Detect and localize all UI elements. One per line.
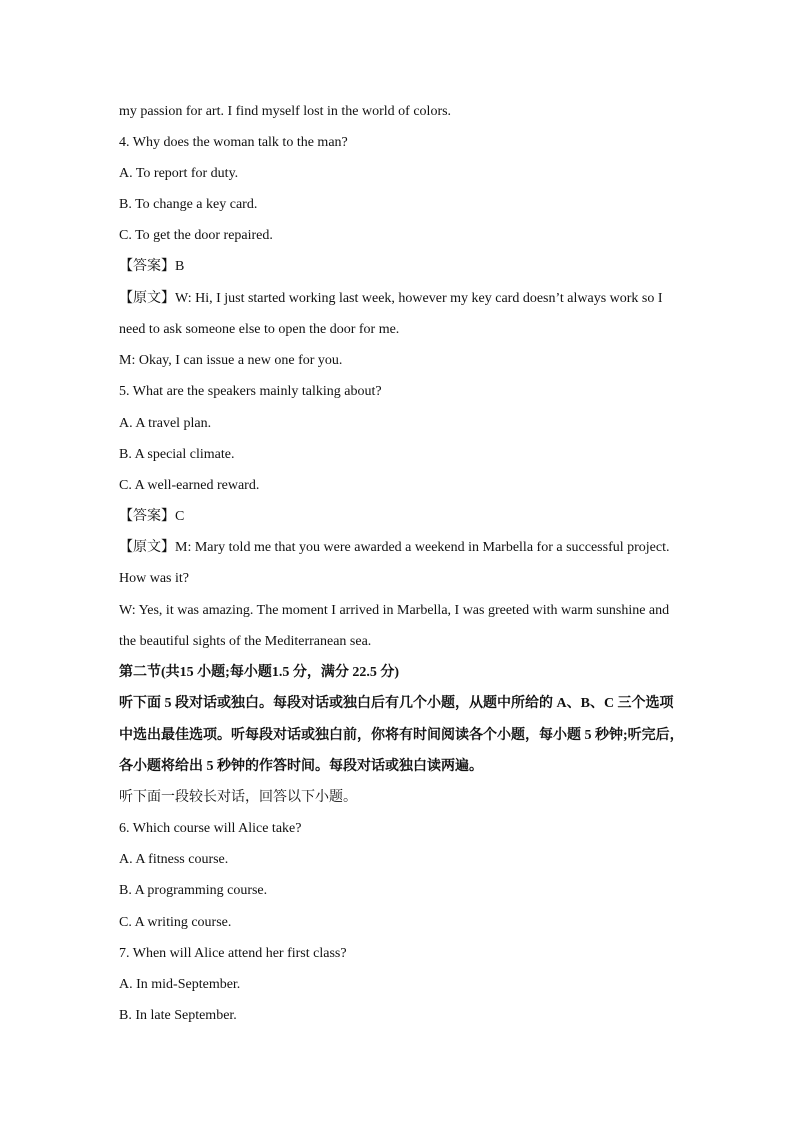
option-c: C. A well-earned reward. [119, 478, 260, 493]
option-a: A. In mid-September. [119, 977, 241, 992]
transcript-line: the beautiful sights of the Mediterranean sea. [119, 634, 372, 649]
section-heading: 第二节(共15 小题;每小题1.5 分，满分 22.5 分) [119, 665, 399, 680]
instructions-line: 听下面 5 段对话或独白。每段对话或独白后有几个小题，从题中所给的 A、B、C 三个选项 [119, 696, 674, 711]
option-c: C. A writing course. [119, 915, 232, 930]
text-line: my passion for art. I find myself lost in the world of colors. [119, 104, 452, 119]
transcript-line: 【原文】W: Hi, I just started working last week, however my key card doesn’t always work so I [119, 291, 663, 306]
option-b: B. A programming course. [119, 883, 268, 898]
transcript-line: M: Okay, I can issue a new one for you. [119, 353, 343, 368]
transcript-line: 【原文】M: Mary told me that you were awarded a weekend in Marbella for a successful project. [119, 540, 670, 555]
option-b: B. To change a key card. [119, 197, 258, 212]
option-b: B. In late September. [119, 1008, 237, 1023]
question-4: 4. Why does the woman talk to the man? [119, 135, 348, 150]
question-7: 7. When will Alice attend her first class? [119, 946, 347, 961]
option-a: A. A travel plan. [119, 416, 212, 431]
dialogue-intro: 听下面一段较长对话，回答以下小题。 [119, 790, 357, 805]
option-c: C. To get the door repaired. [119, 228, 273, 243]
option-b: B. A special climate. [119, 447, 235, 462]
answer-label: 【答案】C [119, 509, 185, 524]
instructions-line: 中选出最佳选项。听每段对话或独白前，你将有时间阅读各个小题，每小题 5 秒钟;听完后， [119, 728, 684, 743]
answer-label: 【答案】B [119, 259, 185, 274]
transcript-line: W: Yes, it was amazing. The moment I arrived in Marbella, I was greeted with warm sunshine and [119, 603, 670, 618]
transcript-line: How was it? [119, 571, 189, 586]
question-6: 6. Which course will Alice take? [119, 821, 302, 836]
transcript-line: need to ask someone else to open the door for me. [119, 322, 400, 337]
question-5: 5. What are the speakers mainly talking about? [119, 384, 382, 399]
instructions-line: 各小题将给出 5 秒钟的作答时间。每段对话或独白读两遍。 [119, 759, 483, 774]
option-a: A. A fitness course. [119, 852, 229, 867]
option-a: A. To report for duty. [119, 166, 239, 181]
